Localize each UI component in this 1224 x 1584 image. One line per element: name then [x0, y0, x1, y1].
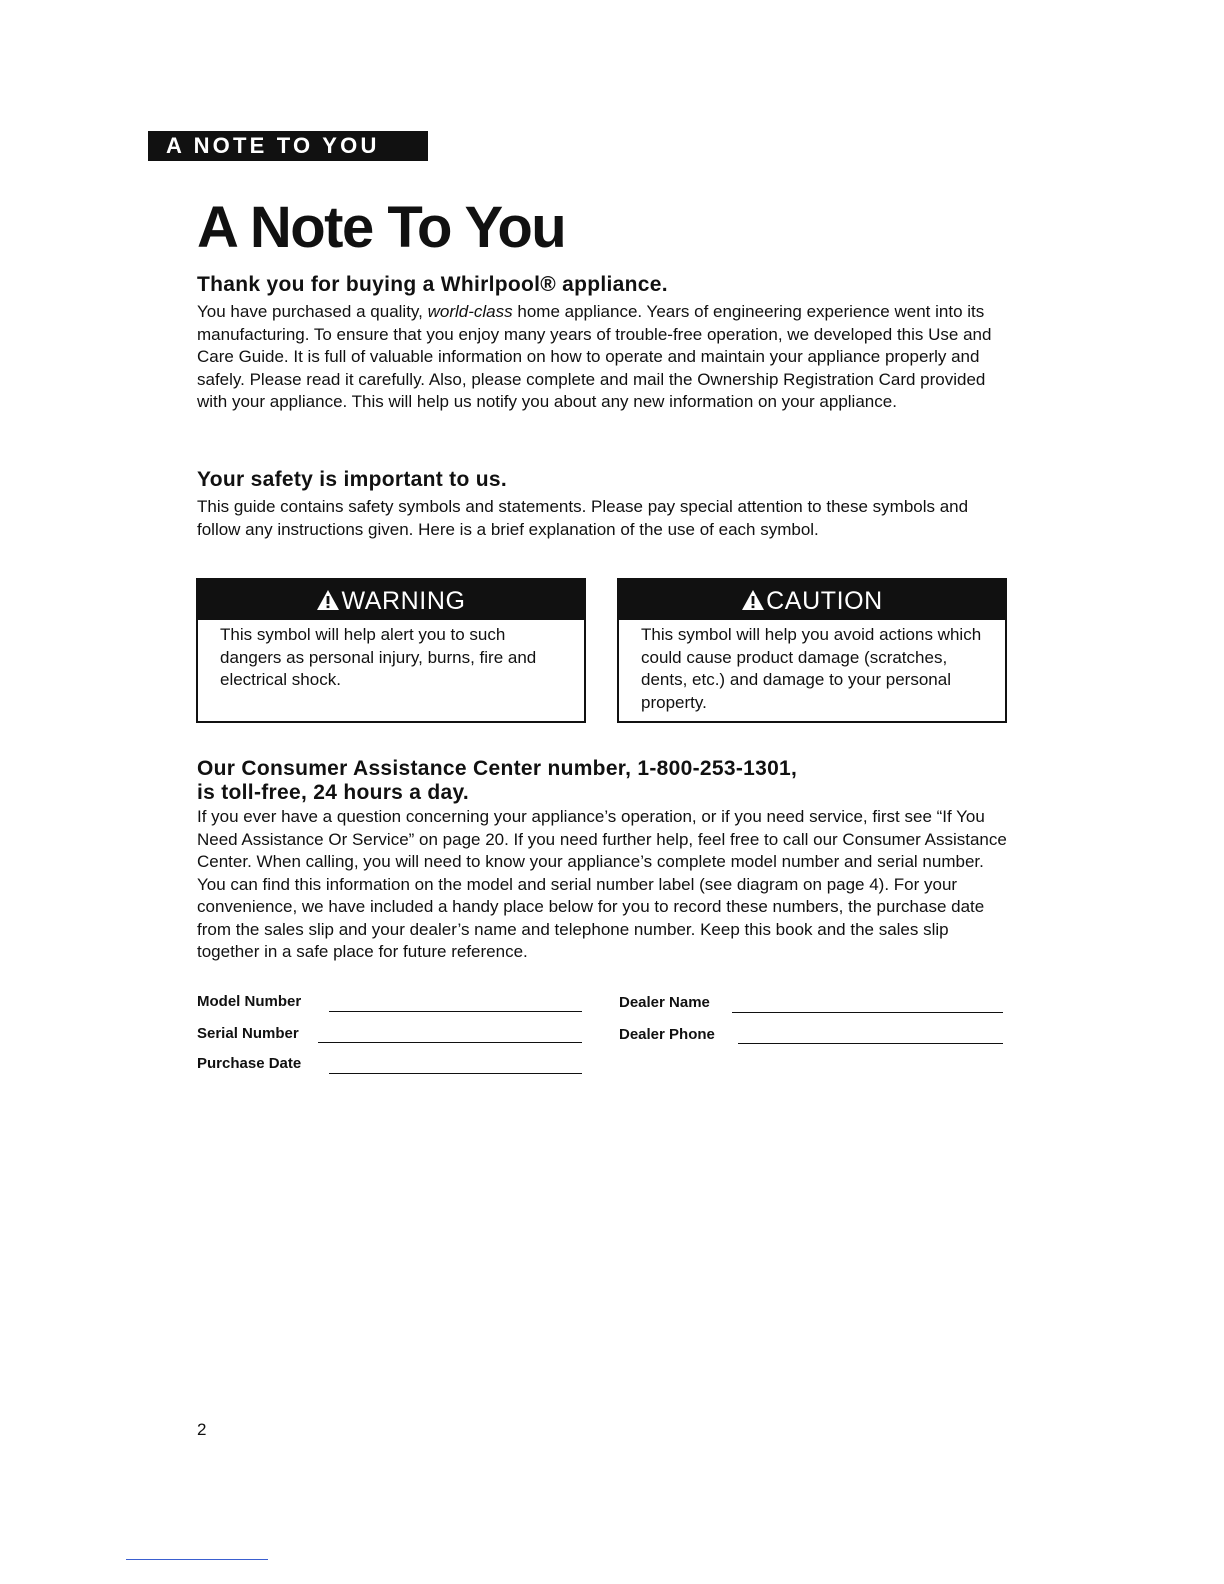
dealer-phone-line[interactable]	[738, 1043, 1003, 1044]
caution-label: CAUTION	[766, 587, 883, 615]
caution-box	[617, 578, 1007, 723]
warning-box	[196, 578, 586, 723]
safety-paragraph: This guide contains safety symbols and statements. Please pay special attention to these symbols and follow any instructions given. Here is a brief explanation of the use of each symbol.	[197, 497, 969, 539]
assistance-heading-line2: is toll-free, 24 hours a day.	[197, 781, 470, 804]
dealer-name-label: Dealer Name	[619, 994, 710, 1011]
footer-rule	[126, 1559, 268, 1560]
section-tab: A NOTE TO YOU	[148, 131, 428, 161]
thanks-heading: Thank you for buying a Whirlpool® appliance.	[197, 273, 668, 296]
thanks-paragraph	[197, 301, 1017, 414]
alert-triangle-icon	[741, 582, 765, 624]
thanks-text-end: home appliance. Years of engineering experience went into its manufacturing. To ensure that you enjoy many years of trouble-free operation, we developed this Use and Care Guide. It is full of valuable information on how to operate and maintain your appliance properly and safely. Please read it carefully. Also, please complete and mail the Ownership Registration Card provided with your appliance. This will help us notify you about any new information on your appliance.	[197, 302, 992, 411]
warning-header	[198, 580, 584, 620]
assistance-paragraph: If you ever have a question concerning your appliance’s operation, or if you need service, first see “If You Need Assistance Or Service” on page 20. If you need further help, feel free to call our Consumer Assistance Center. When calling, you will need to know your appliance’s complete model number and serial number. You can find this information on the model and serial number label (see diagram on page 4). For your convenience, we have included a handy place below for you to record these numbers, the purchase date from the sales slip and your dealer’s name and telephone number. Keep this book and the sales slip together in a safe place for future reference.	[197, 807, 1007, 961]
assistance-heading-line1: Our Consumer Assistance Center number, 1-800-253-1301,	[197, 757, 798, 780]
safety-heading: Your safety is important to us.	[197, 468, 507, 491]
purchase-date-line[interactable]	[329, 1073, 582, 1074]
purchase-date-label: Purchase Date	[197, 1055, 302, 1072]
caution-text: This symbol will help you avoid actions which could cause product damage (scratches, dents, etc.) and damage to your personal property.	[641, 625, 982, 712]
thanks-text-start: You have purchased a quality,	[197, 302, 428, 321]
warning-label: WARNING	[341, 587, 466, 615]
alert-triangle-icon	[316, 582, 340, 624]
warning-text: This symbol will help alert you to such dangers as personal injury, burns, fire and electrical shock.	[220, 625, 537, 689]
caution-header	[619, 580, 1005, 620]
page-title: A Note To You	[197, 195, 566, 260]
serial-number-label: Serial Number	[197, 1025, 299, 1042]
serial-number-line[interactable]	[318, 1042, 582, 1043]
model-number-line[interactable]	[329, 1011, 582, 1012]
model-number-label: Model Number	[197, 993, 302, 1010]
dealer-phone-label: Dealer Phone	[619, 1026, 715, 1043]
page-number: 2	[197, 1420, 207, 1439]
dealer-name-line[interactable]	[732, 1012, 1003, 1013]
thanks-text-emphasis: world-class	[427, 302, 513, 321]
